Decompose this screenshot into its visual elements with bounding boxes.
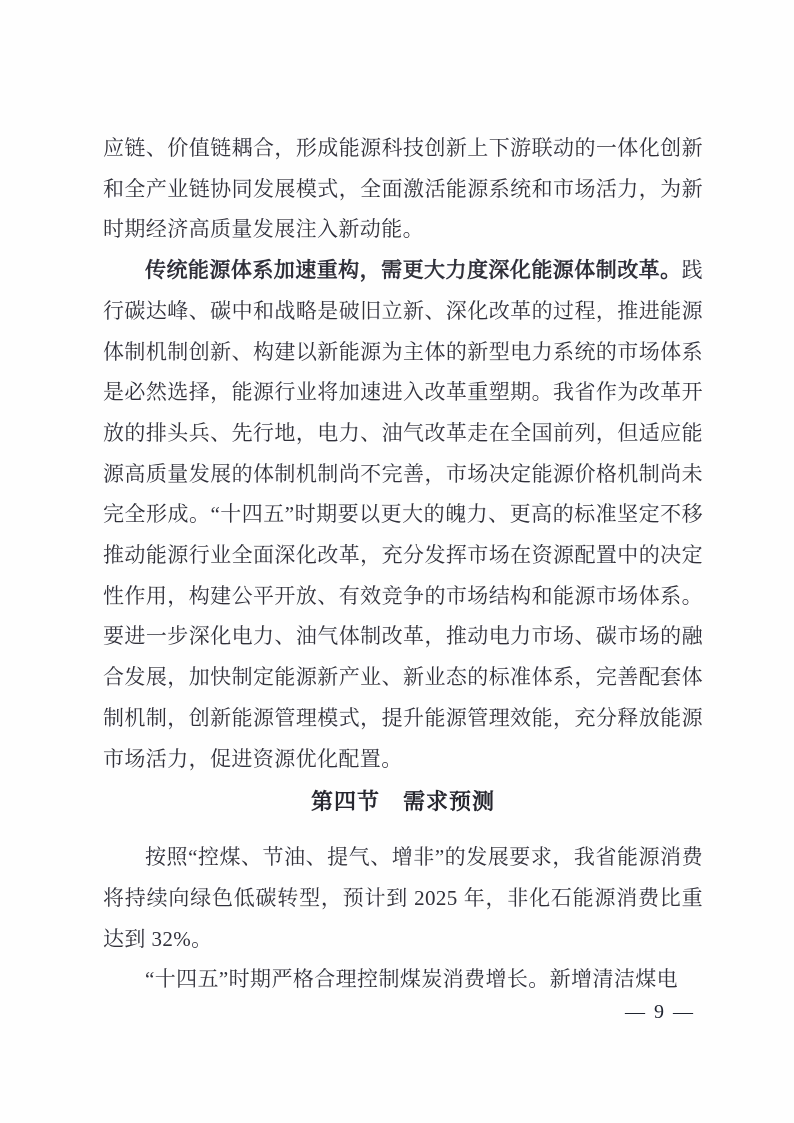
paragraph-consumption-transition: 按照“控煤、节油、提气、增非”的发展要求，我省能源消费将持续向绿色低碳转型，预计到 2025 年，非化石能源消费比重达到 32%。 bbox=[103, 845, 703, 951]
section-heading-demand-forecast: 第四节 需求预测 bbox=[310, 789, 495, 815]
paragraph-innovation-continuation: 应链、价值链耦合，形成能源科技创新上下游联动的一体化创新和全产业链协同发展模式，全面激活能源系统和市场活力，为新时期经济高质量发展注入新动能。 bbox=[103, 136, 703, 242]
paragraph-reform-body-text: 践行碳达峰、碳中和战略是破旧立新、深化改革的过程，推进能源体制机制创新、构建以新能源为主体的新型电力系统的市场体系是必然选择，能源行业将加速进入改革重塑期。我省作为改革开放的排头兵、先行地，电力、油气改革走在全国前列，但适应能源高质量发展的体制机制尚不完善，市场决定能源价格机制尚未完全形成。“十四五”时期要以更大的魄力、更高的标准坚定不移推动能源行业全面深化改革，充分发挥市场在资源配置中的决定性作用，构建公平开放、有效竞争的市场结构和能源市场体系。要进一步深化电力、油气体制改革，推动电力市场、碳市场的融合发展，加快制定能源新产业、新业态的标准体系，完善配套体制机制，创新能源管理模式，提升能源管理效能，充分释放能源市场活力，促进资源优化配置。 bbox=[103, 258, 703, 771]
paragraph-energy-system-reform bbox=[103, 250, 703, 779]
paragraph-coal-consumption-control: “十四五”时期严格合理控制煤炭消费增长。新增清洁煤电 bbox=[145, 967, 679, 992]
paragraph-reform-bold-lead: 传统能源体系加速重构，需更大力度深化能源体制改革。 bbox=[145, 258, 682, 283]
page-body bbox=[103, 128, 703, 1000]
page-number: — 9 — bbox=[625, 1001, 695, 1023]
